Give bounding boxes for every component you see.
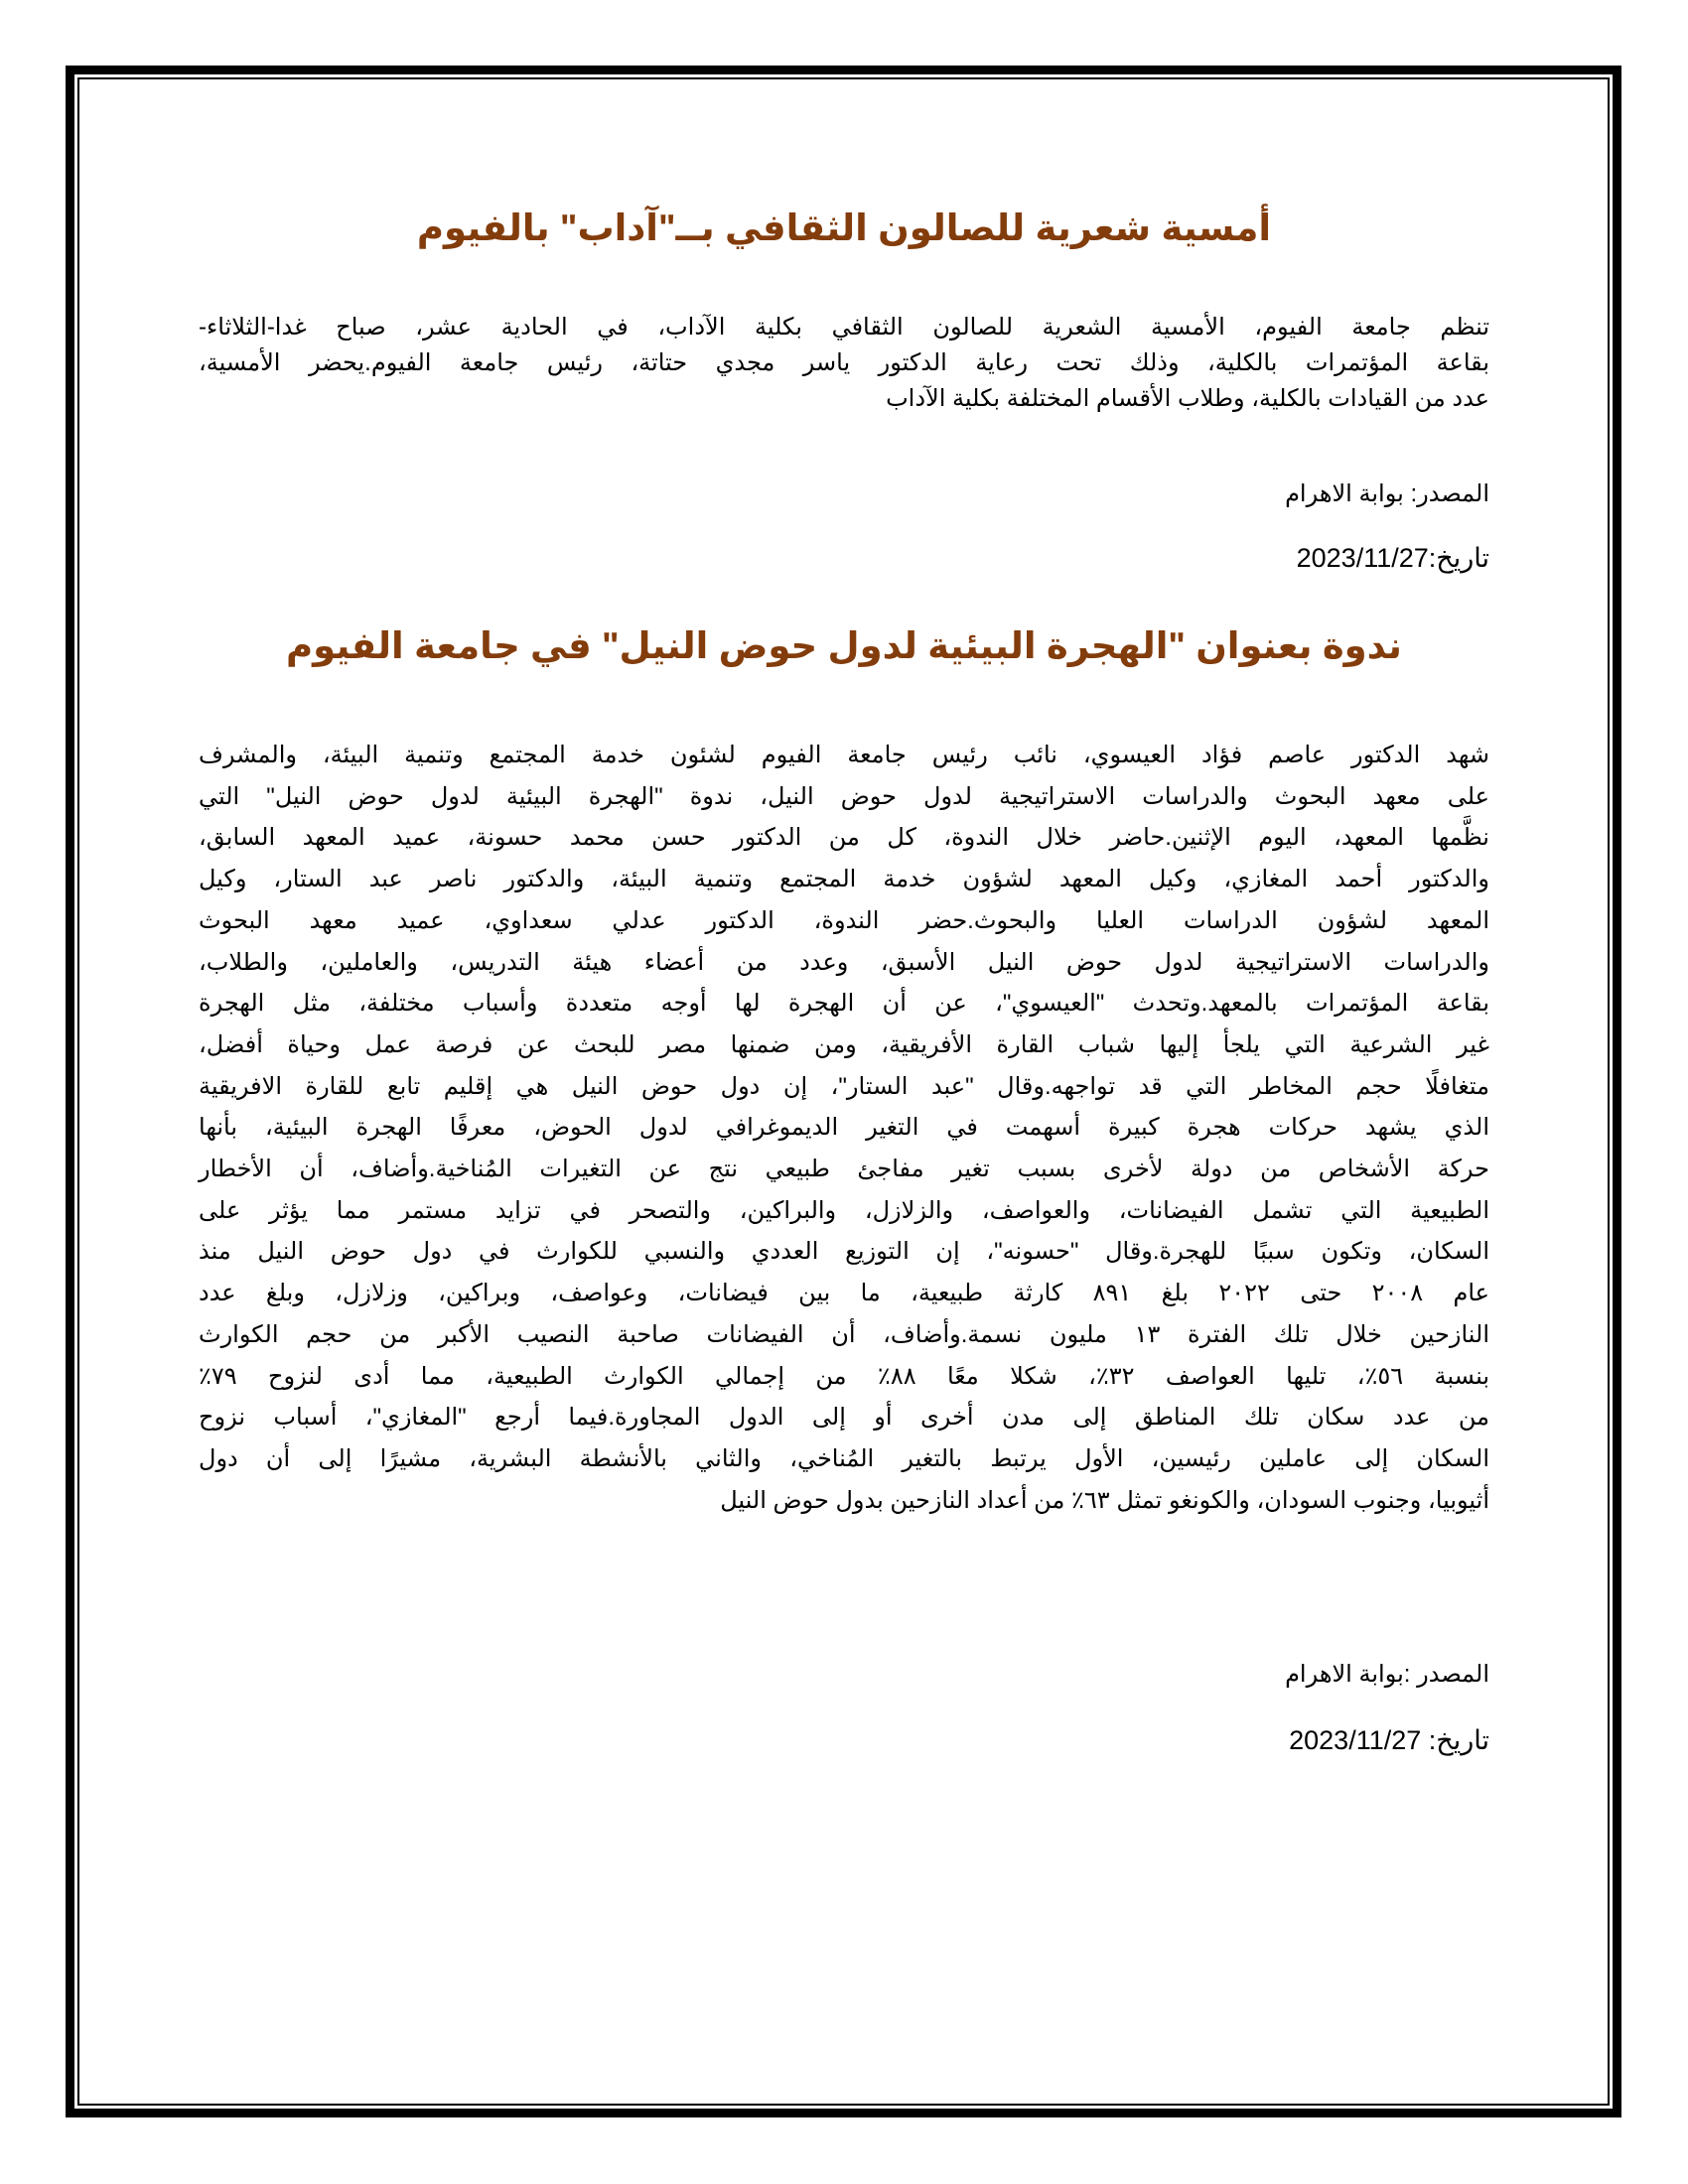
article-2-line: السكان إلى عاملين رئيسين، الأول يرتبط بالتغير المُناخي، والثاني بالأنشطة البشرية، مشيرًا إلى أن دول	[199, 1444, 1489, 1472]
article-2-line: من عدد سكان تلك المناطق إلى مدن أخرى أو إلى الدول المجاورة.فيما أرجع "المغازي"، أسباب نزوح	[199, 1404, 1489, 1432]
article-2-line: النازحين خلال تلك الفترة ١٣ مليون نسمة.وأضاف، أن الفيضانات صاحبة النصيب الأكبر من حجم الكوارث	[199, 1320, 1489, 1348]
article-2-line: أثيوبيا، وجنوب السودان، والكونغو تمثل ٦٣٪ من أعداد النازحين بدول حوض النيل	[720, 1486, 1489, 1514]
article-1-title: أمسية شعرية للصالون الثقافي بــ"آداب" بالفيوم	[416, 207, 1272, 248]
article-2-line: والدكتور أحمد المغازي، وكيل المعهد لشؤون خدمة المجتمع وتنمية البيئة، والدكتور ناصر عبد الستار، وكيل	[199, 866, 1489, 893]
article-1-line: تنظم جامعة الفيوم، الأمسية الشعرية للصالون الثقافي بكلية الآداب، في الحادية عشر، صباح غدا-الثلاثاء-	[199, 314, 1489, 341]
article-2-body	[199, 735, 1489, 1521]
article-2-line: الذي يشهد حركات هجرة كبيرة أسهمت في التغير الديموغرافي لدول الحوض، معرفًا الهجرة البيئية، بأنها	[199, 1114, 1489, 1142]
article-2-date: تاريخ: 2023/11/27	[1289, 1725, 1489, 1755]
article-2-line: بنسبة ٥٦٪، تليها العواصف ٣٢٪، شكلا معًا ٨٨٪ من إجمالي الكوارث الطبيعية، مما أدى لنزوح ٧٩٪	[199, 1362, 1490, 1390]
article-2-line: المعهد لشؤون الدراسات العليا والبحوث.حضر الندوة، الدكتور عدلي سعداوي، عميد معهد البحوث	[199, 906, 1489, 934]
article-2-line: السكان، وتكون سببًا للهجرة.وقال "حسونه"، إن التوزيع العددي والنسبي للكوارث في دول حوض النيل منذ	[199, 1238, 1489, 1266]
article-2-title: ندوة بعنوان "الهجرة البيئية لدول حوض النيل" في جامعة الفيوم	[286, 625, 1402, 666]
article-2-line: غير الشرعية التي يلجأ إليها شباب القارة الأفريقية، ومن ضمنها مصر للبحث عن فرصة عمل وحياة أفضل،	[199, 1030, 1489, 1058]
article-1-body	[199, 310, 1489, 417]
article-2-line: والدراسات الاستراتيجية لدول حوض النيل الأسبق، وعدد من أعضاء هيئة التدريس، والعاملين، والطلاب،	[199, 948, 1489, 976]
article-2-line: نظَّمها المعهد، اليوم الإثنين.حاضر خلال الندوة، كل من الدكتور حسن محمد حسونة، عميد المعهد السابق،	[199, 824, 1489, 852]
article-1-line: بقاعة المؤتمرات بالكلية، وذلك تحت رعاية الدكتور ياسر مجدي حتاتة، رئيس جامعة الفيوم.يحضر الأمسية،	[199, 349, 1489, 376]
article-2-line: على معهد البحوث والدراسات الاستراتيجية لدول حوض النيل، ندوة "الهجرة البيئية لدول حوض النيل" التي	[199, 782, 1489, 810]
article-1-date: تاريخ:2023/11/27	[1296, 543, 1489, 573]
article-2-line: حركة الأشخاص من دولة لأخرى بسبب تغير مفاجئ طبيعي نتج عن التغيرات المُناخية.وأضاف، أن الأخطار	[199, 1156, 1489, 1183]
article-2-source: المصدر :بوابة الاهرام	[1285, 1661, 1489, 1688]
article-1-source: المصدر: بوابة الاهرام	[1285, 480, 1489, 507]
article-1-line: عدد من القيادات بالكلية، وطلاب الأقسام المختلفة بكلية الآداب	[886, 385, 1489, 412]
article-2-line: شهد الدكتور عاصم فؤاد العيسوي، نائب رئيس جامعة الفيوم لشئون خدمة المجتمع وتنمية البيئة، والمشرف	[199, 742, 1489, 768]
article-2-line: الطبيعية التي تشمل الفيضانات، والعواصف، والزلازل، والبراكين، والتصحر في تزايد مستمر مما يؤثر على	[199, 1196, 1489, 1224]
article-2-line: عام ٢٠٠٨ حتى ٢٠٢٢ بلغ ٨٩١ كارثة طبيعية، ما بين فيضانات، وعواصف، وبراكين، وزلازل، وبلغ عدد	[199, 1280, 1489, 1307]
article-2-line: بقاعة المؤتمرات بالمعهد.وتحدث "العيسوي"، عن أن الهجرة لها أوجه متعددة وأسباب مختلفة، مثل الهجرة	[199, 990, 1489, 1018]
article-2-line: متغافلًا حجم المخاطر التي قد تواجهه.وقال "عبد الستار"، إن دول حوض النيل هي إقليم تابع للقارة الافريقية	[199, 1072, 1489, 1100]
